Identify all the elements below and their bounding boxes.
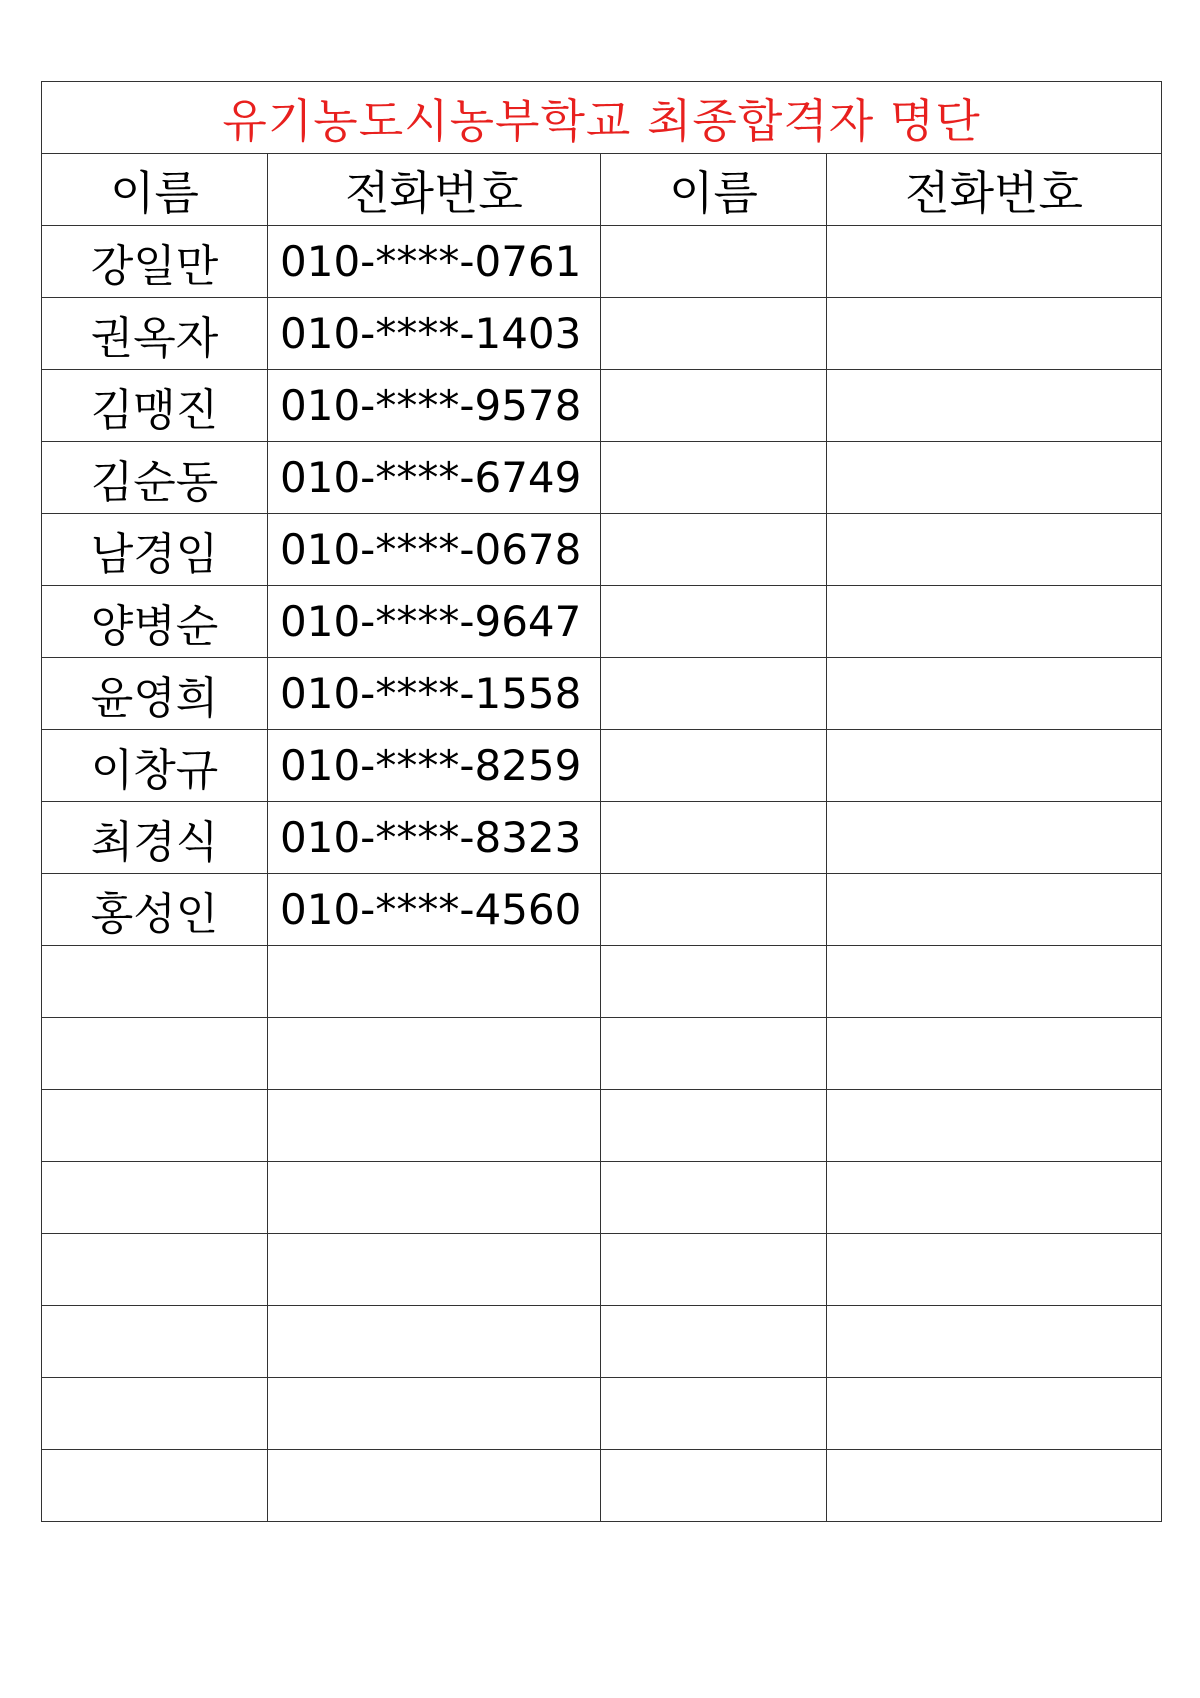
name-cell: 양병순	[42, 586, 268, 658]
phone-cell	[268, 1378, 601, 1450]
name-cell: 김순동	[42, 442, 268, 514]
table-row	[42, 1162, 1162, 1234]
table-row	[42, 1234, 1162, 1306]
table-row	[42, 1378, 1162, 1450]
name-cell	[42, 1378, 268, 1450]
phone-cell: 010-****-1558	[268, 658, 601, 730]
phone-cell	[268, 1090, 601, 1162]
name-cell	[42, 1090, 268, 1162]
name-cell-2	[601, 298, 827, 370]
header-phone-2: 전화번호	[827, 154, 1162, 226]
name-cell: 김맹진	[42, 370, 268, 442]
name-cell-2	[601, 586, 827, 658]
name-cell-2	[601, 658, 827, 730]
phone-cell: 010-****-0678	[268, 514, 601, 586]
name-cell-2	[601, 1306, 827, 1378]
table-row	[42, 370, 1162, 442]
phone-cell-2	[827, 658, 1162, 730]
phone-cell-2	[827, 802, 1162, 874]
table-row	[42, 730, 1162, 802]
phone-cell-2	[827, 370, 1162, 442]
phone-cell-2	[827, 298, 1162, 370]
name-cell-2	[601, 1162, 827, 1234]
name-cell-2	[601, 874, 827, 946]
phone-cell-2	[827, 1162, 1162, 1234]
phone-cell-2	[827, 946, 1162, 1018]
phone-cell: 010-****-4560	[268, 874, 601, 946]
phone-cell: 010-****-8323	[268, 802, 601, 874]
document-title: 유기농도시농부학교 최종합격자 명단	[42, 82, 1162, 154]
table-row	[42, 1306, 1162, 1378]
phone-cell-2	[827, 1018, 1162, 1090]
phone-cell: 010-****-6749	[268, 442, 601, 514]
name-cell	[42, 1018, 268, 1090]
name-cell: 이창규	[42, 730, 268, 802]
phone-cell-2	[827, 1090, 1162, 1162]
phone-cell-2	[827, 1450, 1162, 1522]
phone-cell	[268, 1234, 601, 1306]
table-row	[42, 658, 1162, 730]
name-cell: 최경식	[42, 802, 268, 874]
table-row	[42, 226, 1162, 298]
name-cell-2	[601, 1378, 827, 1450]
name-cell: 윤영희	[42, 658, 268, 730]
phone-cell: 010-****-9647	[268, 586, 601, 658]
phone-cell-2	[827, 730, 1162, 802]
phone-cell: 010-****-9578	[268, 370, 601, 442]
phone-cell-2	[827, 514, 1162, 586]
name-cell-2	[601, 1234, 827, 1306]
phone-cell	[268, 1306, 601, 1378]
phone-cell	[268, 1162, 601, 1234]
table-row	[42, 874, 1162, 946]
name-cell-2	[601, 1090, 827, 1162]
table-row	[42, 1450, 1162, 1522]
name-cell	[42, 1450, 268, 1522]
name-cell-2	[601, 802, 827, 874]
phone-cell-2	[827, 586, 1162, 658]
header-name-2: 이름	[601, 154, 827, 226]
name-cell-2	[601, 1450, 827, 1522]
header-name: 이름	[42, 154, 268, 226]
name-cell: 남경임	[42, 514, 268, 586]
table-row	[42, 1090, 1162, 1162]
name-cell-2	[601, 1018, 827, 1090]
phone-cell-2	[827, 1234, 1162, 1306]
phone-cell	[268, 1018, 601, 1090]
phone-cell: 010-****-1403	[268, 298, 601, 370]
title-row	[42, 82, 1162, 154]
phone-cell	[268, 1450, 601, 1522]
table-row	[42, 514, 1162, 586]
name-cell-2	[601, 442, 827, 514]
name-cell: 강일만	[42, 226, 268, 298]
name-cell	[42, 1306, 268, 1378]
table-row	[42, 802, 1162, 874]
name-cell	[42, 946, 268, 1018]
roster-table	[41, 81, 1162, 1522]
name-cell: 권옥자	[42, 298, 268, 370]
phone-cell	[268, 946, 601, 1018]
table-row	[42, 946, 1162, 1018]
phone-cell-2	[827, 442, 1162, 514]
name-cell-2	[601, 370, 827, 442]
table-row	[42, 298, 1162, 370]
header-phone: 전화번호	[268, 154, 601, 226]
phone-cell: 010-****-0761	[268, 226, 601, 298]
name-cell-2	[601, 514, 827, 586]
name-cell-2	[601, 730, 827, 802]
phone-cell: 010-****-8259	[268, 730, 601, 802]
table-row	[42, 586, 1162, 658]
phone-cell-2	[827, 874, 1162, 946]
header-row	[42, 154, 1162, 226]
phone-cell-2	[827, 1306, 1162, 1378]
name-cell-2	[601, 946, 827, 1018]
table-row	[42, 442, 1162, 514]
phone-cell-2	[827, 1378, 1162, 1450]
phone-cell-2	[827, 226, 1162, 298]
name-cell: 홍성인	[42, 874, 268, 946]
name-cell	[42, 1162, 268, 1234]
table-row	[42, 1018, 1162, 1090]
name-cell-2	[601, 226, 827, 298]
name-cell	[42, 1234, 268, 1306]
